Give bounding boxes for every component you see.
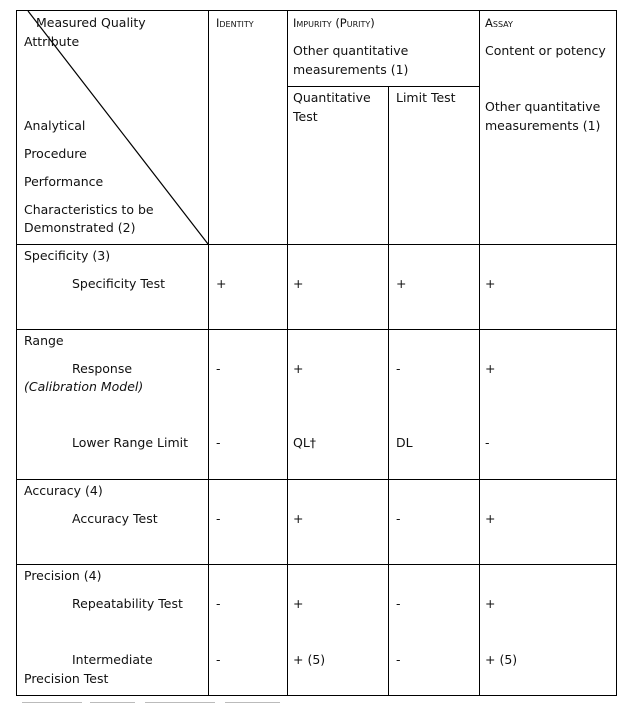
header-identity: Identity bbox=[216, 16, 254, 30]
corner-label-procedure-5: Demonstrated (2) bbox=[24, 220, 136, 235]
cell-specificity-assay: + bbox=[485, 276, 496, 291]
header-impurity-sub-2: measurements (1) bbox=[293, 62, 409, 77]
cell-specificity-quant: + bbox=[293, 276, 304, 291]
cell-response-limit: - bbox=[396, 361, 401, 376]
cell-repeatability-limit: - bbox=[396, 596, 401, 611]
cell-intermediate-assay: + (5) bbox=[485, 652, 518, 667]
row-label-lower-range-limit: Lower Range Limit bbox=[72, 435, 188, 450]
corner-label-procedure-3: Performance bbox=[24, 174, 104, 189]
cell-response-identity: - bbox=[216, 361, 221, 376]
header-assay-sub: Content or potency bbox=[485, 43, 606, 58]
cut-off-footnote-line bbox=[0, 694, 400, 703]
corner-label-procedure-2: Procedure bbox=[24, 146, 87, 161]
header-assay-other-2: measurements (1) bbox=[485, 118, 601, 133]
cell-lower-assay: - bbox=[485, 435, 490, 450]
row-label-intermediate-1: Intermediate bbox=[72, 652, 153, 667]
cell-accuracy-quant: + bbox=[293, 511, 304, 526]
row-label-specificity-test: Specificity Test bbox=[72, 276, 166, 291]
row-label-response-2: (Calibration Model) bbox=[24, 379, 144, 394]
header-quantitative-2: Test bbox=[293, 109, 318, 124]
cell-intermediate-quant: + (5) bbox=[293, 652, 326, 667]
table-border-right bbox=[616, 10, 617, 696]
header-impurity-sub-1: Other quantitative bbox=[293, 43, 409, 58]
cell-repeatability-assay: + bbox=[485, 596, 496, 611]
section-title-accuracy: Accuracy (4) bbox=[24, 483, 103, 498]
cell-repeatability-identity: - bbox=[216, 596, 221, 611]
corner-label-procedure-1: Analytical bbox=[24, 118, 86, 133]
header-assay-other-1: Other quantitative bbox=[485, 99, 601, 114]
cell-lower-quant: QL† bbox=[293, 435, 317, 450]
row-label-response-1: Response bbox=[72, 361, 133, 376]
cell-accuracy-limit: - bbox=[396, 511, 401, 526]
header-limit-test: Limit Test bbox=[396, 90, 456, 105]
cell-response-quant: + bbox=[293, 361, 304, 376]
section-title-precision: Precision (4) bbox=[24, 568, 102, 583]
cut-off-footnote-strokes bbox=[0, 697, 400, 703]
cell-response-assay: + bbox=[485, 361, 496, 376]
corner-label-attribute-1: Measured Quality bbox=[36, 15, 146, 30]
header-assay: Assay bbox=[485, 16, 513, 30]
cell-intermediate-limit: - bbox=[396, 652, 401, 667]
cell-accuracy-identity: - bbox=[216, 511, 221, 526]
cell-specificity-identity: + bbox=[216, 276, 227, 291]
row-label-intermediate-2: Precision Test bbox=[24, 671, 109, 686]
cell-lower-limit: DL bbox=[396, 435, 413, 450]
row-label-repeatability-test: Repeatability Test bbox=[72, 596, 183, 611]
row-label-accuracy-test: Accuracy Test bbox=[72, 511, 158, 526]
header-impurity: Impurity (Purity) bbox=[293, 16, 375, 30]
cell-lower-identity: - bbox=[216, 435, 221, 450]
section-title-range: Range bbox=[24, 333, 64, 348]
validation-table bbox=[16, 10, 616, 696]
cell-repeatability-quant: + bbox=[293, 596, 304, 611]
corner-label-attribute-2: Attribute bbox=[24, 34, 80, 49]
section-title-specificity: Specificity (3) bbox=[24, 248, 111, 263]
cell-intermediate-identity: - bbox=[216, 652, 221, 667]
corner-label-procedure-4: Characteristics to be bbox=[24, 202, 154, 217]
header-quantitative-1: Quantitative bbox=[293, 90, 371, 105]
cell-specificity-limit: + bbox=[396, 276, 407, 291]
cell-accuracy-assay: + bbox=[485, 511, 496, 526]
